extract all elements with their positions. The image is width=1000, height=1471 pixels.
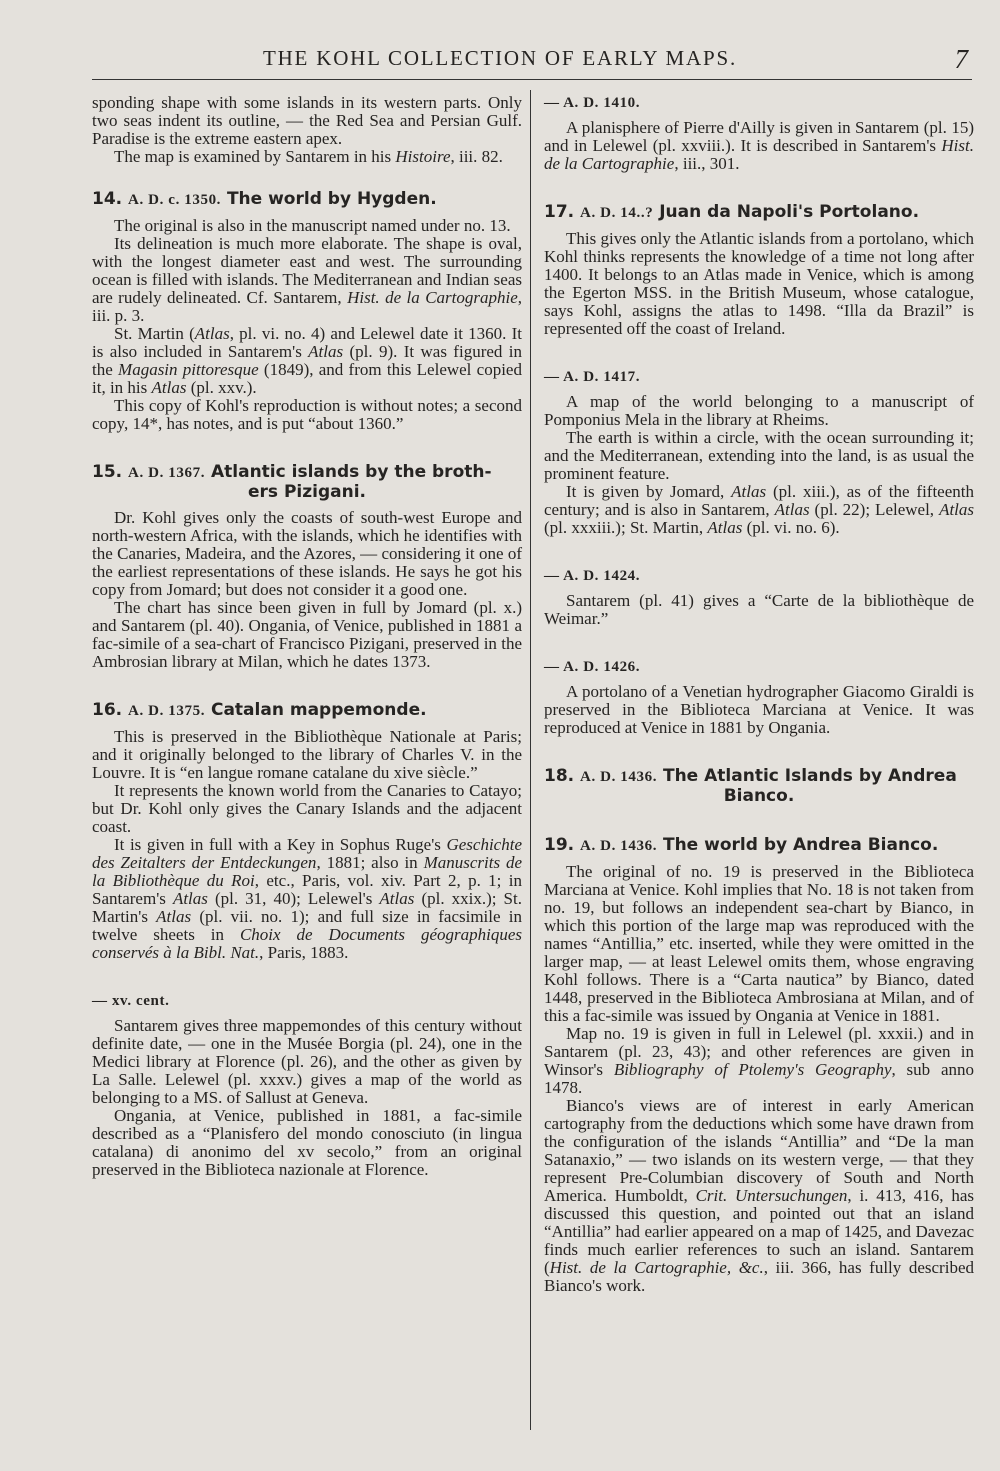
entry-heading (92, 701, 522, 721)
entry-number: 19. (544, 835, 575, 855)
ad-1417-entry (544, 368, 974, 537)
section-heading: — A. D. 1417. (544, 369, 641, 385)
italic-run: Atlas (151, 378, 187, 397)
text-run: (pl. xxv.). (186, 378, 257, 397)
italic-run: Atlas (156, 907, 192, 926)
paragraph: This gives only the Atlantic islands from a portolano, which Kohl thinks represents the knowledge of a time not long after 1400. It belongs to an Atlas made in Venice, which is among the Egerton MSS. in the British Museum, whose catalogue, says Kohl, assigns the atlas to 1498. “Illa da Brazil” is represented off the coast of Ireland. (544, 229, 974, 338)
italic-run: Hist. de la Cartographie (544, 136, 974, 173)
paragraph: Santarem gives three mappemondes of this century without definite date, — one in the Musée Borgia (pl. 24), one in the Medici library at Florence (pl. 26), and the other as given by La Salle. Lelewel (pl. xxxv.) gives a map of the world as belonging to a MS. of Sallust at Geneva. (92, 1016, 522, 1107)
text-run: (pl. xiii.), as of the fifteenth century; and is also in Santarem, (544, 482, 974, 519)
text-run: (pl. 22); Lelewel, (809, 500, 940, 519)
text-run: (pl. vi. no. 6). (742, 518, 840, 537)
paragraph: The original of no. 19 is preserved in the Biblioteca Marciana at Venice. Kohl implies that No. 18 is not taken from no. 19, but follows an independent sea-chart by Bianco, in which this portion of the large map was reproduced with the names “Antillia,” etc. inserted, while they were omitted in the larger map, — at least Lelewel omits them, whose engraving Kohl follows. There is a “Carta nautica” by Bianco, dated 1448, preserved in the Biblioteca Ambrosiana at Milan, and of this a fac-simile was issued by Ongania at Venice in 1881. (544, 862, 974, 1025)
entry-heading (544, 767, 974, 806)
paragraph: It represents the known world from the Canaries to Catayo; but Dr. Kohl only gives the Canary Islands and the adjacent coast. (92, 781, 522, 836)
section-heading: — A. D. 1426. (544, 659, 641, 675)
text-run: , iii., 301. (674, 154, 740, 173)
text-run: (pl. xxxiii.); St. Martin, (544, 518, 708, 537)
paragraph (544, 119, 974, 173)
text-run: Bianco's views are of interest in early American cartography from the deductions which some have drawn from the configuration of the islands “Antillia” and “De la man Satanaxio,” — two islands on its western verge, — that they represent Pre-Columbian discovery of South and North America. Humboldt, (544, 1096, 974, 1205)
entry-15 (92, 463, 522, 671)
intro-block (92, 94, 522, 166)
running-head-title: THE KOHL COLLECTION OF EARLY MAPS. (262, 46, 738, 70)
text-run: Map no. 19 is given in full in Lelewel (pl. xxxii.) and in Santarem (pl. 23, 43); and other references are given in Winsor's (544, 1024, 974, 1079)
entry-19 (544, 836, 974, 1295)
entry-title-continued: ers Pizigani. (248, 482, 366, 502)
entry-title: The world by Hygden. (226, 189, 437, 209)
paragraph (544, 1025, 974, 1097)
text-run: It is given in full with a Key in Sophus Ruge's (114, 835, 447, 854)
paragraph: This is preserved in the Bibliothèque Nationale at Paris; and it originally belonged to the library of Charles V. in the Louvre. It is “en langue romane catalane du xive siècle.” (92, 727, 522, 782)
paragraph (544, 483, 974, 537)
text-run: , etc., Paris, vol. xiv. Part 2, p. 1; in Santarem's (92, 871, 522, 908)
entry-16 (92, 701, 522, 962)
text-run: (pl. vii. no. 1); and full size in facsimile in twelve sheets in (92, 907, 522, 944)
text-run: , 1881; also in (316, 853, 424, 872)
paragraph (92, 148, 522, 166)
entry-heading (544, 203, 974, 223)
left-column (92, 94, 522, 1179)
entry-18 (544, 767, 974, 806)
ad-1424-entry (544, 567, 974, 628)
paragraph: A map of the world belonging to a manuscript of Pomponius Mela in the library at Rheims. (544, 392, 974, 429)
section-heading: — A. D. 1424. (544, 568, 641, 584)
entry-14 (92, 190, 522, 433)
entry-number: 15. (92, 462, 123, 482)
section-heading: — A. D. 1410. (544, 95, 641, 111)
entry-number: 14. (92, 189, 123, 209)
ad-1426-entry (544, 658, 974, 737)
entry-date: A. D. 1375. (128, 703, 206, 719)
italic-run: Atlas (172, 889, 208, 908)
entry-heading (92, 190, 522, 210)
xv-century-entry (92, 992, 522, 1179)
italic-run: Histoire (395, 147, 451, 166)
text-run: A planisphere of Pierre d'Ailly is given in Santarem (pl. 15) and in Lelewel (pl. xxviii.). It is described in Santarem's (544, 118, 974, 155)
italic-run: Atlas (707, 518, 743, 537)
paragraph (92, 235, 522, 325)
entry-title-continued: Bianco. (723, 786, 795, 806)
paragraph: The earth is within a circle, with the ocean surrounding it; and the Mediterranean, extending into the land, is as usual the prominent feature. (544, 428, 974, 483)
text-run: Its delineation is much more elaborate. The shape is oval, with the longest diameter east and west. The surrounding ocean is filled with islands. The Mediterranean and Indian seas are rudely delineated. Cf. Santarem, (92, 234, 522, 307)
page-number: 7 (954, 44, 968, 74)
text-run: , iii. 82. (450, 147, 503, 166)
text-run: It is given by Jomard, (566, 482, 732, 501)
italic-run: Atlas (774, 500, 810, 519)
italic-run: Atlas (194, 324, 230, 343)
italic-run: Geschichte des Zeitalters der Entdeckungen (92, 835, 522, 872)
text-run: , i. 413, 416, has discussed this question, and pointed out that an island “Antillia” had earlier appeared on a map of 1425, and Davezac finds much earlier references to such an island. Santarem ( (544, 1186, 974, 1277)
entry-date: A. D. 1436. (580, 838, 658, 854)
italic-run: Manuscrits de la Bibliothèque du Roi (92, 853, 522, 890)
italic-run: Hist. de la Cartographie, &c. (549, 1258, 764, 1277)
paragraph: The chart has since been given in full by Jomard (pl. x.) and Santarem (pl. 40). Ongania, of Venice, published in 1881 a fac-simile of a sea-chart of Francisco Pizigani, preserved in the Ambrosian library at Milan, which he dates 1373. (92, 598, 522, 671)
paragraph: sponding shape with some islands in its western parts. Only two seas indent its outline, — the Red Sea and Persian Gulf. Paradise is the extreme eastern apex. (92, 93, 522, 148)
section-heading: — xv. cent. (92, 993, 170, 1009)
entry-number: 16. (92, 700, 123, 720)
entry-heading (92, 463, 522, 502)
italic-run: Hist. de la Cartographie (347, 288, 518, 307)
italic-run: Atlas (939, 500, 975, 519)
text-run: , Paris, 1883. (259, 943, 349, 962)
paragraph: Santarem (pl. 41) gives a “Carte de la bibliothèque de Weimar.” (544, 591, 974, 628)
entry-date: A. D. 1367. (128, 465, 206, 481)
entry-17 (544, 203, 974, 338)
paragraph (92, 836, 522, 962)
entry-heading (544, 836, 974, 856)
italic-run: Choix de Documents géographiques conservés à la Bibl. Nat. (92, 925, 522, 962)
entry-date: A. D. c. 1350. (128, 192, 222, 208)
running-head (0, 46, 1000, 86)
entry-title: Atlantic islands by the broth- (210, 462, 492, 482)
italic-run: Atlas (731, 482, 767, 501)
paragraph: Dr. Kohl gives only the coasts of south-west Europe and north-western Africa, with the islands, which he identifies with the Canaries, Madeira, and the Azores, — considering it one of the earliest representations of these islands. He says he got his copy from Jomard; but does not consider it a good one. (92, 508, 522, 599)
entry-title: Juan da Napoli's Portolano. (659, 202, 920, 222)
text-run: , pl. vi. no. 4) and Lelewel date it 1360. It is also included in Santarem's (92, 324, 523, 361)
text-run: , iii. 366, has fully described Bianco's work. (544, 1258, 974, 1295)
text-run: St. Martin ( (114, 324, 195, 343)
text-run: (pl. 9). It was figured in the (92, 342, 522, 379)
text-run: The map is examined by Santarem in his (114, 147, 396, 166)
italic-run: Atlas (379, 889, 415, 908)
paragraph: The original is also in the manuscript named under no. 13. (114, 216, 511, 235)
text-run: , sub anno 1478. (544, 1060, 974, 1097)
entry-title: Catalan mappemonde. (210, 700, 427, 720)
text-run: (pl. 31, 40); Lelewel's (207, 889, 380, 908)
entry-number: 18. (544, 766, 575, 786)
paragraph (92, 325, 522, 397)
italic-run: Crit. Untersuchungen (695, 1186, 848, 1205)
entry-date: A. D. 14..? (580, 205, 654, 221)
entry-title: The Atlantic Islands by Andrea (662, 766, 957, 786)
entry-title: The world by Andrea Bianco. (662, 835, 939, 855)
paragraph: This copy of Kohl's reproduction is without notes; a second copy, 14*, has notes, and is put “about 1360.” (92, 396, 522, 433)
column-divider (530, 90, 531, 1430)
italic-run: Bibliography of Ptolemy's Geography (613, 1060, 892, 1079)
right-column (544, 94, 974, 1295)
italic-run: Magasin pittoresque (118, 360, 259, 379)
italic-run: Atlas (308, 342, 344, 361)
paragraph: A portolano of a Venetian hydrographer Giacomo Giraldi is preserved in the Biblioteca Marciana at Venice. It was reproduced at Venice in 1881 by Ongania. (544, 682, 974, 737)
entry-number: 17. (544, 202, 575, 222)
paragraph: Ongania, at Venice, published in 1881, a fac-simile described as a “Planisfero del mondo conosciuto (in lingua catalana) di anonimo del xv secolo,” from an original preserved in the Biblioteca nazionale at Florence. (92, 1106, 522, 1179)
head-rule (92, 79, 972, 80)
text-run: , iii. p. 3. (92, 288, 523, 325)
paragraph (544, 1097, 974, 1295)
entry-date: A. D. 1436. (580, 769, 658, 785)
text-run: (1849), and from this Lelewel copied it, in his (92, 360, 522, 397)
text-run: (pl. xxix.); St. Martin's (92, 889, 522, 926)
ad-1410-entry (544, 94, 974, 173)
